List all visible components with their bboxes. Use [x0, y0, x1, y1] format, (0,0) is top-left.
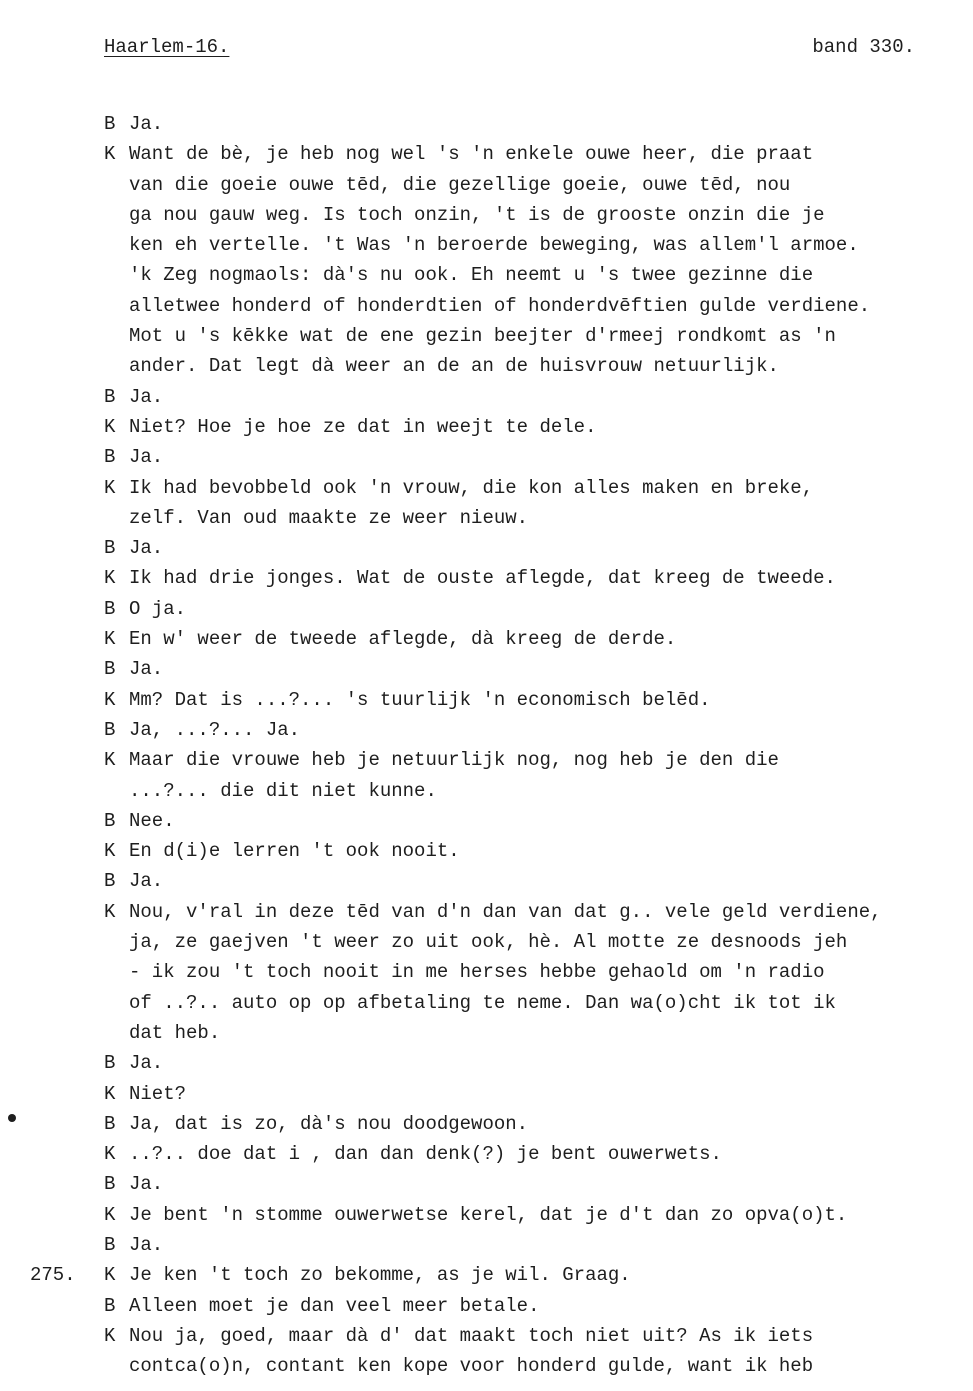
transcript-turn — [0, 745, 973, 806]
speaker-label: B — [104, 1112, 116, 1135]
utterance-line: Ja. — [129, 658, 164, 681]
speaker-label: B — [104, 113, 116, 135]
utterance-line: dat heb. — [129, 1021, 221, 1044]
speaker-label: K — [104, 900, 116, 923]
utterance-line: Mm? Dat is ...?... 's tuurlijk 'n economisch belēd. — [129, 688, 711, 711]
utterance-text — [129, 654, 959, 684]
transcript-turn — [0, 594, 973, 624]
utterance-line: Ik had bevobbeld ook 'n vrouw, die kon alles maken en breke, — [129, 476, 814, 499]
utterance-line: ken eh vertelle. 't Was 'n beroerde beweging, was allem'l armoe. — [129, 234, 859, 257]
transcript — [0, 109, 973, 1381]
transcript-turn — [0, 1200, 973, 1230]
utterance-line: Ja, dat is zo, dà's nou doodgewoon. — [129, 1112, 529, 1135]
speaker-label: B — [104, 1233, 116, 1256]
utterance-line: ..?.. doe dat i , dan dan denk(?) je bent ouwerwets. — [129, 1143, 722, 1166]
transcript-turn — [0, 473, 973, 534]
margin-dot — [8, 1114, 16, 1122]
utterance-text — [129, 866, 959, 896]
utterance-text — [129, 836, 959, 866]
utterance-line: Maar die vrouwe heb je netuurlijk nog, nog heb je den die — [129, 749, 779, 772]
page-header-location: Haarlem-16. — [104, 36, 230, 58]
utterance-text — [129, 1169, 959, 1199]
utterance-line: Je bent 'n stomme ouwerwetse kerel, dat je d't dan zo opva(o)t. — [129, 1203, 848, 1226]
line-number: 275. — [30, 1264, 76, 1287]
utterance-line: Ja. — [129, 537, 164, 560]
transcript-turn — [0, 139, 973, 381]
transcript-turn — [0, 654, 973, 684]
speaker-label: K — [104, 1082, 116, 1105]
speaker-label: B — [104, 446, 116, 469]
speaker-label: K — [104, 749, 116, 772]
utterance-line: Want de bè, je heb nog wel 's 'n enkele ouwe heer, die praat — [129, 143, 814, 166]
utterance-line: ander. Dat legt dà weer an de an de huisvrouw netuurlijk. — [129, 355, 779, 378]
utterance-text — [129, 382, 959, 412]
page-header-tape: band 330. — [812, 36, 915, 58]
utterance-text — [129, 685, 959, 715]
speaker-label: K — [104, 1143, 116, 1166]
utterance-line: Nou ja, goed, maar dà d' dat maakt toch niet uit? As ik iets — [129, 1324, 814, 1347]
utterance-text — [129, 1321, 959, 1382]
utterance-line: Ja. — [129, 1233, 164, 1256]
utterance-line: Ja. — [129, 113, 164, 135]
speaker-label: K — [104, 1324, 116, 1347]
utterance-line: alletwee honderd of honderdtien of honderdvēftien gulde verdiene. — [129, 294, 871, 317]
utterance-line: ja, ze gaejven 't weer zo uit ook, hè. Al motte ze desnoods jeh — [129, 931, 848, 954]
utterance-text — [129, 715, 959, 745]
speaker-label: B — [104, 1294, 116, 1317]
transcript-turn — [0, 1048, 973, 1078]
utterance-line: Ja. — [129, 385, 164, 408]
transcript-turn — [0, 1169, 973, 1199]
utterance-line: Mot u 's kēkke wat de ene gezin beejter d'rmeej rondkomt as 'n — [129, 325, 836, 348]
transcript-turn — [0, 836, 973, 866]
transcript-turn — [0, 624, 973, 654]
speaker-label: B — [104, 809, 116, 832]
utterance-text — [129, 624, 959, 654]
speaker-label: B — [104, 718, 116, 741]
utterance-line: Ik had drie jonges. Wat de ouste aflegde, dat kreeg de tweede. — [129, 567, 836, 590]
utterance-line: Niet? — [129, 1082, 187, 1105]
utterance-text — [129, 1230, 959, 1260]
transcript-turn — [0, 1291, 973, 1321]
utterance-line: Niet? Hoe je hoe ze dat in weejt te dele. — [129, 415, 597, 438]
transcript-turn — [0, 382, 973, 412]
utterance-line: En w' weer de tweede aflegde, dà kreeg de derde. — [129, 628, 677, 651]
transcript-turn — [0, 1321, 973, 1382]
utterance-line: van die goeie ouwe tēd, die gezellige goeie, ouwe tēd, nou — [129, 173, 791, 196]
utterance-text — [129, 563, 959, 593]
utterance-line: Nou, v'ral in deze tēd van d'n dan van dat g.. vele geld verdiene, — [129, 900, 882, 923]
utterance-text — [129, 897, 959, 1048]
transcript-turn — [0, 897, 973, 1048]
utterance-line: Ja. — [129, 1052, 164, 1075]
speaker-label: K — [104, 415, 116, 438]
speaker-label: K — [104, 840, 116, 863]
utterance-text — [129, 442, 959, 472]
utterance-line: O ja. — [129, 597, 187, 620]
utterance-text — [129, 806, 959, 836]
utterance-line: Ja. — [129, 446, 164, 469]
transcript-turn — [0, 412, 973, 442]
speaker-label: B — [104, 385, 116, 408]
speaker-label: B — [104, 1173, 116, 1196]
utterance-text — [129, 533, 959, 563]
transcript-turn — [0, 1079, 973, 1109]
utterance-line: Ja. — [129, 870, 164, 893]
speaker-label: K — [104, 688, 116, 711]
utterance-line: - ik zou 't toch nooit in me herses hebbe gehaold om 'n radio — [129, 961, 825, 984]
transcript-turn — [0, 442, 973, 472]
transcript-turn — [0, 1139, 973, 1169]
speaker-label: B — [104, 537, 116, 560]
utterance-line: Alleen moet je dan veel meer betale. — [129, 1294, 540, 1317]
utterance-line: of ..?.. auto op op afbetaling te neme. Dan wa(o)cht ik tot ik — [129, 991, 836, 1014]
transcript-turn — [0, 533, 973, 563]
utterance-line: Je ken 't toch zo bekomme, as je wil. Graag. — [129, 1264, 631, 1287]
utterance-text — [129, 1079, 959, 1109]
utterance-line: En d(i)e lerren 't ook nooit. — [129, 840, 460, 863]
speaker-label: B — [104, 658, 116, 681]
utterance-text — [129, 1109, 959, 1139]
transcript-turn — [0, 715, 973, 745]
utterance-line: 'k Zeg nogmaols: dà's nu ook. Eh neemt u 's twee gezinne die — [129, 264, 814, 287]
utterance-text — [129, 1048, 959, 1078]
speaker-label: K — [104, 476, 116, 499]
utterance-text — [129, 109, 959, 139]
utterance-text — [129, 412, 959, 442]
speaker-label: K — [104, 143, 116, 166]
utterance-text — [129, 139, 959, 381]
utterance-text — [129, 473, 959, 534]
speaker-label: K — [104, 628, 116, 651]
utterance-text — [129, 1139, 959, 1169]
utterance-line: Nee. — [129, 809, 175, 832]
transcript-turn — [0, 685, 973, 715]
utterance-line: contca(o)n, contant ken kope voor honderd gulde, want ik heb — [129, 1355, 814, 1378]
utterance-line: ...?... die dit niet kunne. — [129, 779, 437, 802]
speaker-label: B — [104, 597, 116, 620]
transcript-turn — [0, 866, 973, 896]
transcript-turn — [0, 1260, 973, 1290]
utterance-line: Ja, ...?... Ja. — [129, 718, 301, 741]
utterance-text — [129, 1200, 959, 1230]
utterance-text — [129, 745, 959, 806]
transcript-turn — [0, 1109, 973, 1139]
transcript-turn — [0, 1230, 973, 1260]
transcript-turn — [0, 563, 973, 593]
speaker-label: B — [104, 1052, 116, 1075]
speaker-label: K — [104, 567, 116, 590]
utterance-line: zelf. Van oud maakte ze weer nieuw. — [129, 506, 529, 529]
utterance-text — [129, 594, 959, 624]
speaker-label: K — [104, 1264, 116, 1287]
speaker-label: K — [104, 1203, 116, 1226]
utterance-text — [129, 1291, 959, 1321]
transcript-turn — [0, 806, 973, 836]
transcript-turn — [0, 109, 973, 139]
utterance-line: ga nou gauw weg. Is toch onzin, 't is de grooste onzin die je — [129, 203, 825, 226]
utterance-text — [129, 1260, 959, 1290]
utterance-line: Ja. — [129, 1173, 164, 1196]
speaker-label: B — [104, 870, 116, 893]
